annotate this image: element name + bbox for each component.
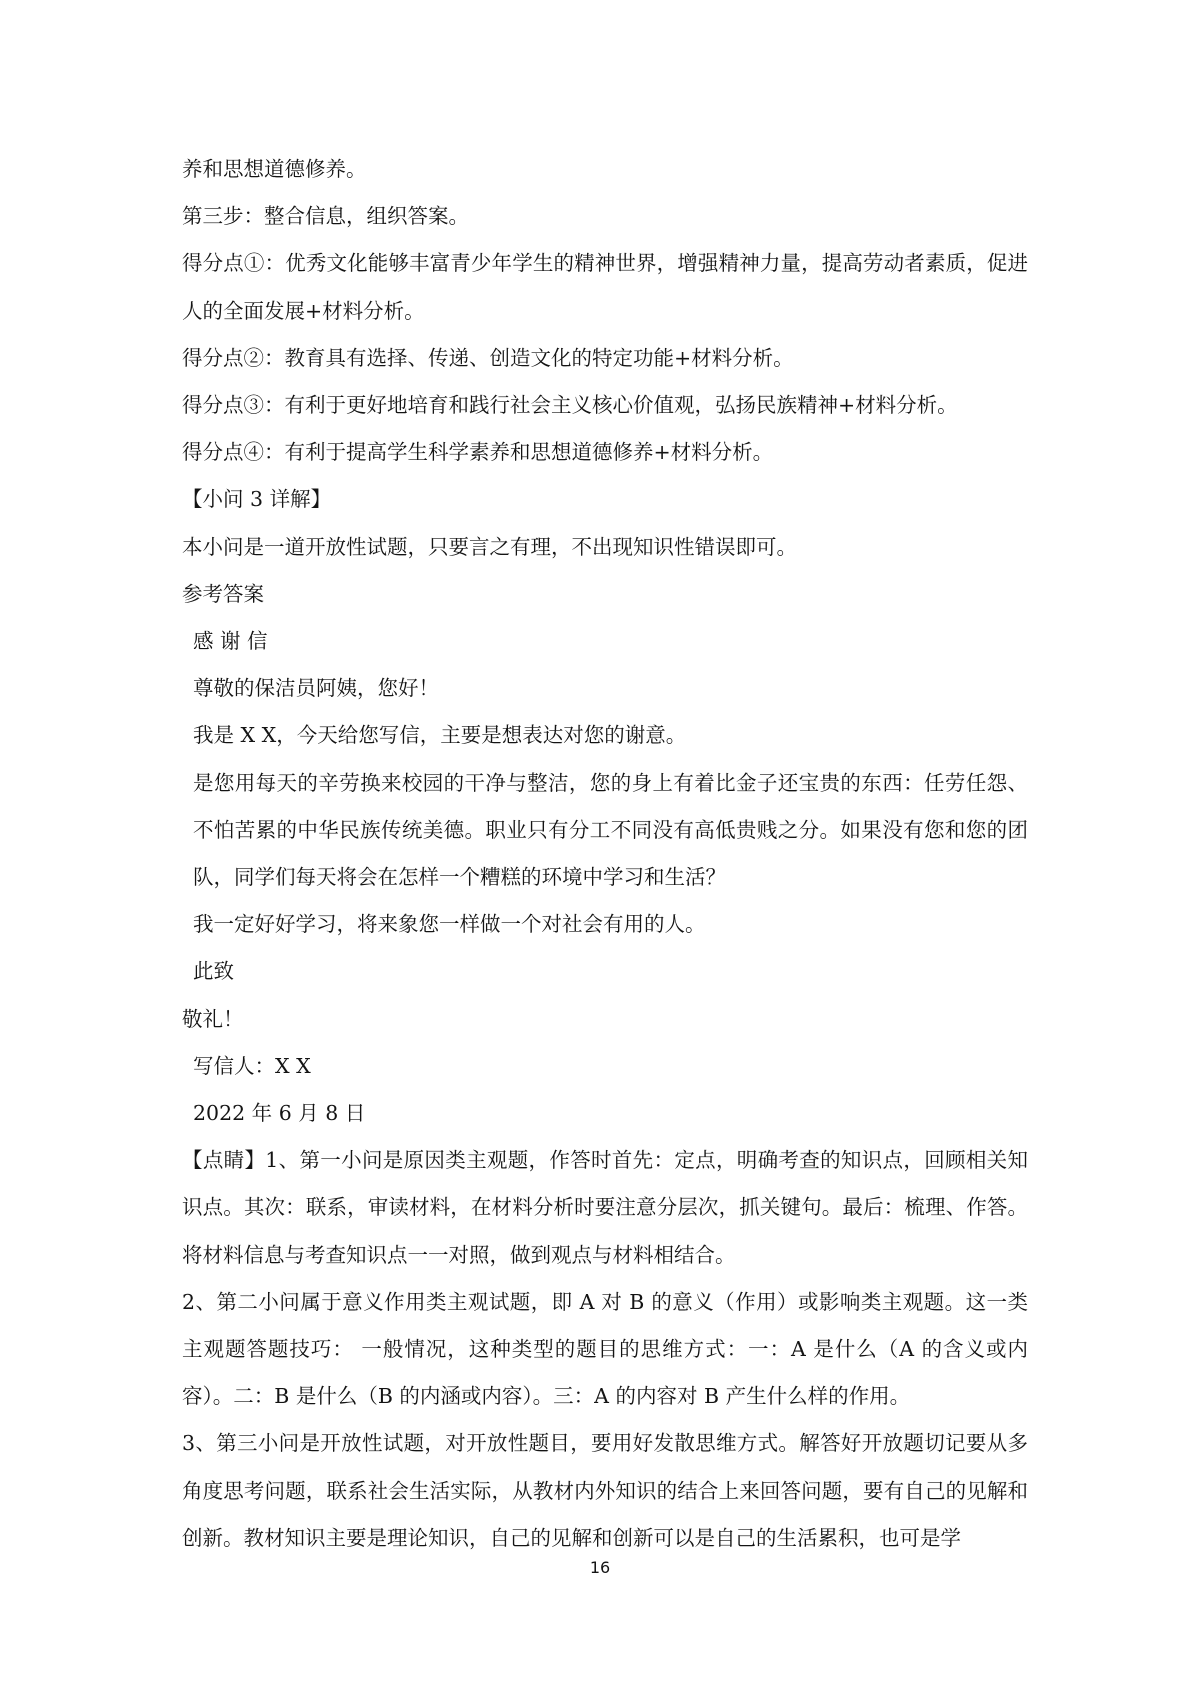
paragraph: 2、第二小问属于意义作用类主观试题，即 A 对 B 的意义（作用）或影响类主观题。这一类主观题答题技巧： 一般情况，这种类型的题目的思维方式：一：A 是什么（A 的含义或内容）。二：B 是什么（B 的内涵或内容）。三：A 的内容对 B 产生什么样的作用。 xyxy=(182,1289,1028,1409)
paragraph: 第三步：整合信息，组织答案。 xyxy=(182,204,469,229)
paragraph: 【点睛】1、第一小问是原因类主观题，作答时首先：定点，明确考查的知识点，回顾相关知识点。其次：联系，审读材料，在材料分析时要注意分层次，抓关键句。最后：梳理、作答。将材料信息与考查知识点一一对照，做到观点与材料相结合。 xyxy=(182,1148,1028,1267)
paragraph: 得分点①：优秀文化能够丰富青少年学生的精神世界，增强精神力量，提高劳动者素质，促进人的全面发展+材料分析。 xyxy=(182,251,1028,323)
letter-paragraph: 是您用每天的辛劳换来校园的干净与整洁，您的身上有着比金子还宝贵的东西：任劳任怨、不怕苦累的中华民族传统美德。职业只有分工不同没有高低贵贱之分。如果没有您和您的团队，同学们每天将会在怎样一个糟糕的环境中学习和生活？ xyxy=(193,770,1028,890)
letter-greeting: 尊敬的保洁员阿姨，您好！ xyxy=(193,676,439,701)
letter-paragraph: 我一定好好学习，将来象您一样做一个对社会有用的人。 xyxy=(193,912,706,937)
letter-salute: 敬礼！ xyxy=(182,1006,244,1031)
page-number: 16 xyxy=(589,1558,611,1577)
paragraph: 参考答案 xyxy=(182,581,264,606)
paragraph: 本小问是一道开放性试题，只要言之有理，不出现知识性错误即可。 xyxy=(182,534,797,559)
paragraph: 得分点③：有利于更好地培育和践行社会主义核心价值观，弘扬民族精神+材料分析。 xyxy=(182,393,958,418)
paragraph: 得分点④：有利于提高学生科学素养和思想道德修养+材料分析。 xyxy=(182,440,774,465)
paragraph: 养和思想道德修养。 xyxy=(182,157,367,181)
letter-title: 感 谢 信 xyxy=(193,629,268,654)
paragraph: 得分点②：教育具有选择、传递、创造文化的特定功能+材料分析。 xyxy=(182,345,794,370)
paragraph: 3、第三小问是开放性试题，对开放性题目，要用好发散思维方式。解答好开放题切记要从多角度思考问题，联系社会生活实际，从教材内外知识的结合上来回答问题，要有自己的见解和创新。教材知识主要是理论知识，自己的见解和创新可以是自己的生活累积，也可是学 xyxy=(182,1431,1028,1550)
body-text xyxy=(182,146,1028,1562)
letter-paragraph: 我是 X X，今天给您写信，主要是想表达对您的谢意。 xyxy=(193,723,687,748)
letter-signature: 写信人：X X xyxy=(193,1053,311,1078)
letter-date: 2022 年 6 月 8 日 xyxy=(193,1101,366,1126)
letter-closing: 此致 xyxy=(193,959,234,984)
section-heading: 【小问 3 详解】 xyxy=(182,487,332,512)
